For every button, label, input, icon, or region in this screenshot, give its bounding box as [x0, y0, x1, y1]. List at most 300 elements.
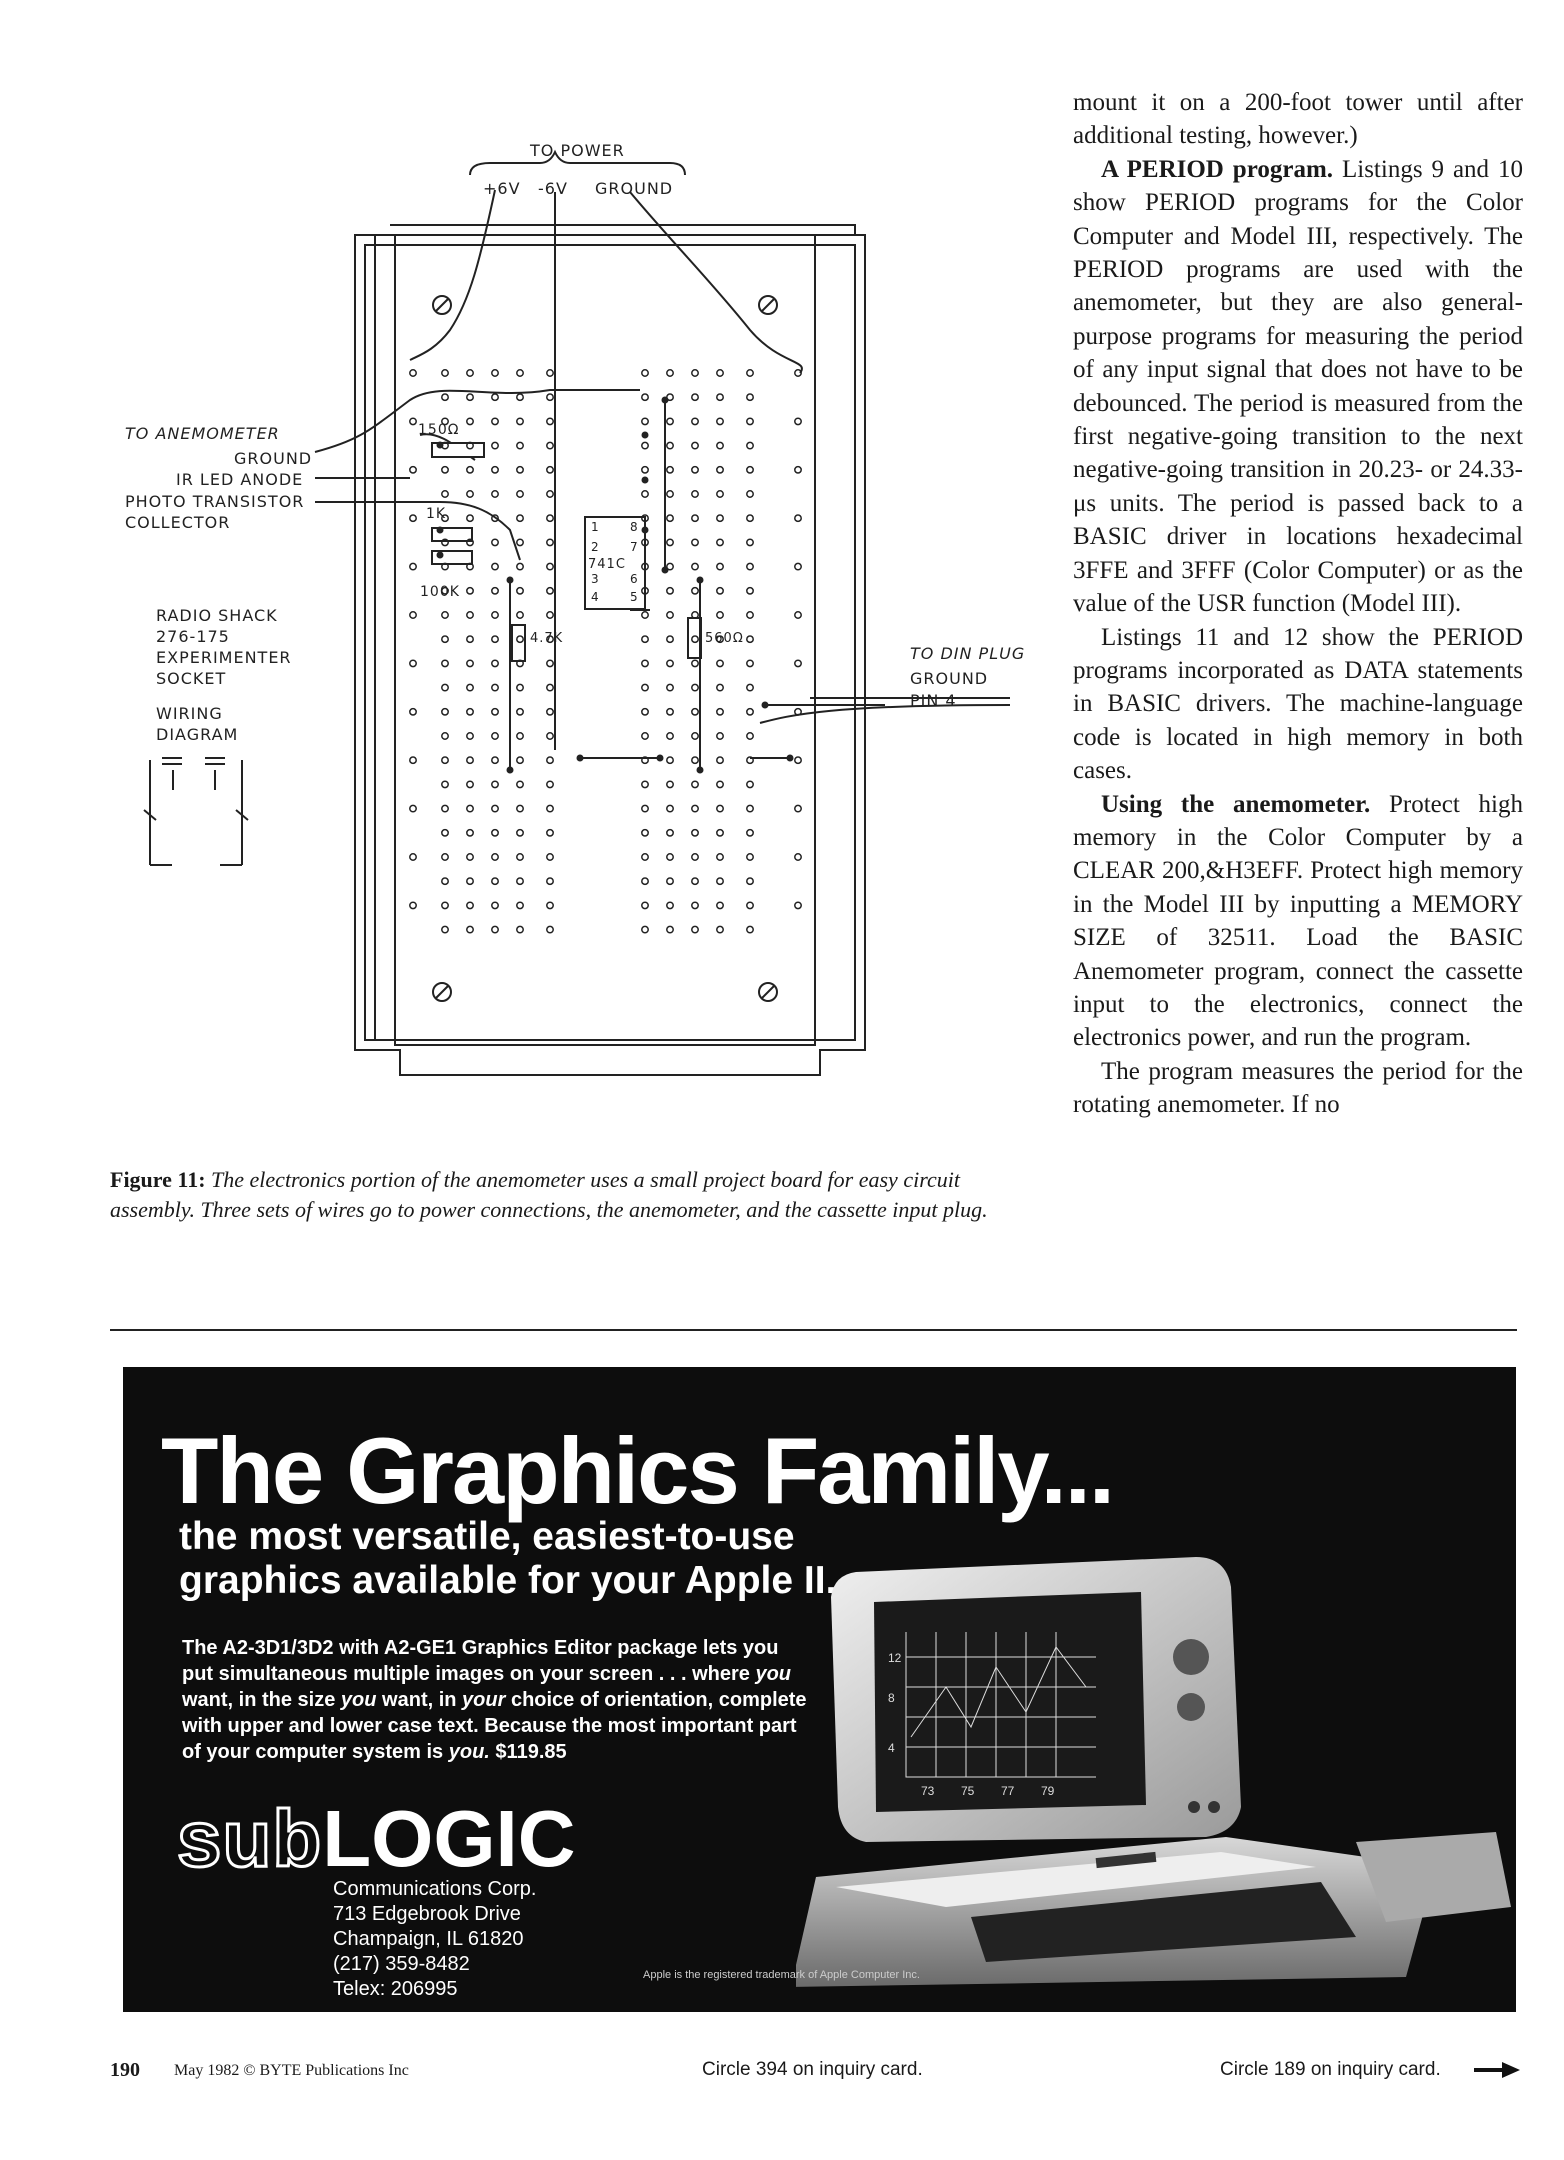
breadboard-hole: [692, 370, 698, 376]
breadboard-hole: [717, 612, 723, 618]
breadboard-hole: [492, 830, 498, 836]
breadboard-hole: [795, 612, 801, 618]
breadboard-hole: [547, 781, 553, 787]
collector-label: COLLECTOR: [125, 513, 231, 532]
breadboard-hole: [747, 442, 753, 448]
breadboard-hole: [467, 684, 473, 690]
breadboard-hole: [692, 394, 698, 400]
paragraph-2: [1073, 153, 1523, 621]
breadboard-hole: [547, 757, 553, 763]
ic-pin-1: 1: [591, 520, 600, 534]
wire-endpoint: [662, 567, 669, 574]
breadboard-hole: [642, 467, 648, 473]
breadboard-hole: [547, 563, 553, 569]
address-telex: Telex: 206995: [333, 1978, 458, 2000]
breadboard-hole: [642, 854, 648, 860]
breadboard-hole: [795, 660, 801, 666]
breadboard-hole: [642, 830, 648, 836]
ad-headline: The Graphics Family...: [161, 1418, 1113, 1523]
breadboard-hole: [642, 902, 648, 908]
breadboard-hole: [547, 660, 553, 666]
breadboard-hole: [667, 467, 673, 473]
breadboard-hole: [442, 733, 448, 739]
breadboard-hole: [467, 612, 473, 618]
breadboard-hole: [795, 757, 801, 763]
ic-pin-3: 3: [591, 572, 600, 586]
resistor-150-label: 150Ω: [418, 422, 460, 438]
breadboard-hole: [467, 660, 473, 666]
breadboard-hole: [692, 926, 698, 932]
breadboard-hole: [467, 467, 473, 473]
breadboard-hole: [547, 442, 553, 448]
breadboard-hole: [547, 418, 553, 424]
breadboard-hole: [517, 709, 523, 715]
breadboard-hole: [717, 830, 723, 836]
breadboard-hole: [642, 612, 648, 618]
breadboard-hole: [492, 418, 498, 424]
arrow-right-icon: [1474, 2061, 1520, 2079]
page-number: 190: [110, 2059, 140, 2081]
breadboard-hole: [717, 442, 723, 448]
breadboard-hole: [747, 491, 753, 497]
ic-741c-label: 741C: [588, 557, 626, 572]
breadboard-hole: [410, 902, 416, 908]
breadboard-hole: [717, 757, 723, 763]
wire-endpoint: [662, 397, 669, 404]
breadboard-hole: [442, 612, 448, 618]
breadboard-hole: [517, 781, 523, 787]
screen-axis-label: 75: [961, 1784, 975, 1798]
address-phone: (217) 359-8482: [333, 1953, 470, 1975]
breadboard-hole: [442, 684, 448, 690]
breadboard-hole: [642, 442, 648, 448]
breadboard-hole: [667, 902, 673, 908]
wire-endpoint: [642, 527, 649, 534]
breadboard-hole: [667, 636, 673, 642]
ic-pin-7: 7: [630, 540, 639, 554]
paragraph-4-text: Protect high memory in the Color Computer by a CLEAR 200,&H3EFF. Protect high memory in the Model III by inputting a MEMORY SIZE of 32511. Load the BASIC Anemometer program, connect the cassette input to the electronics, connect the electronics power, and run the program.: [1073, 790, 1523, 1052]
breadboard-hole: [410, 467, 416, 473]
breadboard-hole: [547, 926, 553, 932]
screen-axis-label: 79: [1041, 1784, 1055, 1798]
breadboard-hole: [492, 491, 498, 497]
breadboard-hole: [717, 370, 723, 376]
ad-body-line-3: [182, 1687, 807, 1713]
breadboard-hole: [667, 709, 673, 715]
breadboard-hole: [410, 660, 416, 666]
pin4-label: PIN 4: [910, 691, 957, 710]
breadboard-hole: [717, 733, 723, 739]
breadboard-hole: [692, 830, 698, 836]
ad-body-5b: you.: [448, 1741, 490, 1763]
caption-text: The electronics portion of the anemometer uses a small project board for easy circuit assembly. Three sets of wires go to power connections, the anemometer, and the cassette input plug.: [110, 1167, 988, 1222]
breadboard-hole: [442, 781, 448, 787]
breadboard-hole: [442, 660, 448, 666]
breadboard-hole: [692, 660, 698, 666]
ad-body-line-2: [182, 1661, 791, 1687]
ad-body-line-1: The A2-3D1/3D2 with A2-GE1 Graphics Editor package lets you: [182, 1637, 779, 1659]
ic-pin-2: 2: [591, 540, 600, 554]
breadboard-hole: [492, 636, 498, 642]
radio-shack-label: RADIO SHACK: [156, 606, 278, 625]
breadboard-hole: [747, 515, 753, 521]
resistor-100k-label: 100K: [420, 584, 460, 600]
breadboard-hole: [642, 733, 648, 739]
breadboard-hole: [517, 878, 523, 884]
breadboard-hole: [747, 854, 753, 860]
breadboard-hole: [547, 684, 553, 690]
ad-body-line-5: [182, 1739, 567, 1765]
breadboard-hole: [667, 588, 673, 594]
wire-endpoint: [642, 477, 649, 484]
breadboard-hole: [717, 418, 723, 424]
breadboard-hole: [467, 757, 473, 763]
address-city: Champaign, IL 61820: [333, 1928, 524, 1950]
breadboard-hole: [747, 418, 753, 424]
breadboard-hole: [492, 733, 498, 739]
breadboard-hole: [442, 757, 448, 763]
diagram-label: DIAGRAM: [156, 725, 239, 744]
breadboard-hole: [795, 418, 801, 424]
ad-body-3a: want, in the size: [182, 1689, 341, 1711]
breadboard-hole: [642, 418, 648, 424]
breadboard-hole: [642, 370, 648, 376]
breadboard-hole: [442, 394, 448, 400]
breadboard-hole: [492, 709, 498, 715]
breadboard-hole: [747, 539, 753, 545]
breadboard-hole: [547, 515, 553, 521]
breadboard-hole: [717, 709, 723, 715]
breadboard-hole: [467, 709, 473, 715]
logo-logic: LOGIC: [322, 1794, 576, 1883]
breadboard-hole: [642, 805, 648, 811]
wire-endpoint: [507, 767, 514, 774]
logo-sub: sub: [177, 1794, 323, 1883]
wire-endpoint: [787, 755, 794, 762]
breadboard-hole: [517, 830, 523, 836]
breadboard-hole: [692, 515, 698, 521]
sublogic-advertisement: [123, 1367, 1516, 2012]
to-power-label: TO POWER: [530, 141, 625, 160]
breadboard-hole: [492, 370, 498, 376]
breadboard-hole: [517, 612, 523, 618]
breadboard-hole: [547, 902, 553, 908]
inquiry-189: Circle 189 on inquiry card.: [1220, 2059, 1441, 2080]
breadboard-hole: [492, 588, 498, 594]
breadboard-hole: [442, 491, 448, 497]
breadboard-hole: [492, 563, 498, 569]
ad-body-5c: $119.85: [489, 1741, 567, 1763]
apple-ii-computer-illustration: [796, 1537, 1516, 1987]
breadboard-hole: [410, 805, 416, 811]
breadboard-hole: [667, 733, 673, 739]
breadboard-hole: [410, 612, 416, 618]
breadboard-hole: [795, 515, 801, 521]
breadboard-hole: [692, 539, 698, 545]
breadboard-hole: [410, 515, 416, 521]
breadboard-hole: [692, 491, 698, 497]
breadboard-hole: [467, 394, 473, 400]
breadboard-hole: [410, 418, 416, 424]
minus-6v-label: -6V: [538, 179, 568, 198]
breadboard-hole: [547, 370, 553, 376]
paragraph-1: mount it on a 200-foot tower until after additional testing, however.): [1073, 89, 1523, 150]
breadboard-hole: [467, 491, 473, 497]
breadboard-hole: [467, 781, 473, 787]
breadboard-hole: [442, 878, 448, 884]
breadboard-hole: [467, 878, 473, 884]
breadboard-hole: [517, 805, 523, 811]
breadboard-hole: [642, 684, 648, 690]
breadboard-hole: [547, 830, 553, 836]
breadboard-hole: [467, 805, 473, 811]
breadboard-hole: [642, 878, 648, 884]
breadboard-hole: [442, 467, 448, 473]
breadboard-hole: [747, 878, 753, 884]
breadboard-hole: [717, 563, 723, 569]
ad-body-line-4: with upper and lower case text. Because the most important part: [182, 1715, 797, 1737]
breadboard-hole: [517, 902, 523, 908]
breadboard-hole: [442, 636, 448, 642]
socket-label: SOCKET: [156, 669, 227, 688]
breadboard-hole: [692, 709, 698, 715]
breadboard-hole: [747, 563, 753, 569]
ad-body-3d: your: [462, 1689, 506, 1711]
ir-led-label: IR LED ANODE: [176, 470, 304, 489]
ic-pin-8: 8: [630, 520, 639, 534]
breadboard-hole: [667, 830, 673, 836]
breadboard-hole: [717, 878, 723, 884]
breadboard-hole: [667, 805, 673, 811]
breadboard-hole: [492, 902, 498, 908]
breadboard-hole: [747, 467, 753, 473]
breadboard-hole: [517, 733, 523, 739]
breadboard-hole: [547, 612, 553, 618]
breadboard-hole: [692, 588, 698, 594]
breadboard-hole: [747, 588, 753, 594]
wire-endpoint: [437, 442, 444, 449]
breadboard-hole: [642, 491, 648, 497]
breadboard-hole: [442, 709, 448, 715]
breadboard-hole: [692, 563, 698, 569]
breadboard-hole: [642, 636, 648, 642]
breadboard-hole: [517, 563, 523, 569]
breadboard-hole: [747, 805, 753, 811]
breadboard-hole: [795, 854, 801, 860]
breadboard-hole: [747, 394, 753, 400]
breadboard-hole: [667, 491, 673, 497]
breadboard-hole: [667, 878, 673, 884]
breadboard-hole: [492, 539, 498, 545]
breadboard-hole: [517, 854, 523, 860]
breadboard-hole: [747, 370, 753, 376]
ic-pin-4: 4: [591, 590, 600, 604]
screen-axis-label: 4: [888, 1741, 895, 1755]
breadboard-hole: [667, 757, 673, 763]
plus-6v-label: +6V: [483, 179, 521, 198]
breadboard-hole: [442, 830, 448, 836]
ground-din-label: GROUND: [910, 669, 989, 688]
breadboard-hole: [667, 515, 673, 521]
breadboard-hole: [467, 588, 473, 594]
breadboard-hole: [717, 539, 723, 545]
breadboard-hole: [492, 442, 498, 448]
breadboard-hole: [642, 781, 648, 787]
breadboard-hole: [492, 467, 498, 473]
breadboard-hole: [467, 854, 473, 860]
paragraph-4: [1073, 788, 1523, 1055]
resistor-1k-label: 1K: [426, 506, 447, 522]
breadboard-hole: [795, 467, 801, 473]
breadboard-hole: [717, 684, 723, 690]
breadboard-hole: [492, 805, 498, 811]
ground-anemometer-label: GROUND: [234, 449, 313, 468]
sublogic-logo: [177, 1794, 576, 1883]
breadboard-hole: [642, 660, 648, 666]
breadboard-hole: [692, 467, 698, 473]
breadboard-hole: [442, 854, 448, 860]
breadboard-hole: [667, 370, 673, 376]
breadboard-hole: [492, 660, 498, 666]
ad-subheadline-2: graphics available for your Apple II.: [179, 1559, 837, 1602]
breadboard-hole: [517, 926, 523, 932]
photo-transistor-label: PHOTO TRANSISTOR: [125, 492, 305, 511]
resistor-560-label: 560Ω: [705, 631, 744, 646]
article-column: [1073, 86, 1523, 1122]
breadboard-hole: [667, 781, 673, 787]
breadboard-hole: [692, 442, 698, 448]
section-heading-using: Using the anemometer.: [1101, 790, 1371, 818]
breadboard-hole: [442, 926, 448, 932]
breadboard-hole: [692, 733, 698, 739]
wire-endpoint: [697, 767, 704, 774]
screen-axis-label: 77: [1001, 1784, 1015, 1798]
breadboard-hole: [547, 539, 553, 545]
breadboard-hole: [517, 394, 523, 400]
breadboard-hole: [442, 805, 448, 811]
breadboard-hole: [517, 491, 523, 497]
ad-body-2b: you: [755, 1663, 792, 1685]
breadboard-hole: [547, 733, 553, 739]
breadboard-hole: [747, 733, 753, 739]
paragraph-5: The program measures the period for the rotating anemometer. If no: [1073, 1057, 1523, 1119]
breadboard-hole: [667, 612, 673, 618]
paragraph-3: Listings 11 and 12 show the PERIOD programs incorporated as DATA statements in BASIC drivers. The machine-language code is located in high memory in both cases.: [1073, 623, 1523, 785]
breadboard-hole: [747, 830, 753, 836]
breadboard-hole: [410, 563, 416, 569]
breadboard-hole: [467, 636, 473, 642]
breadboard-hole: [410, 370, 416, 376]
breadboard-hole: [667, 926, 673, 932]
breadboard-hole: [692, 418, 698, 424]
wire-endpoint: [642, 432, 649, 439]
address-company: Communications Corp.: [333, 1878, 537, 1900]
breadboard-hole: [410, 854, 416, 860]
wire-endpoint: [657, 755, 664, 762]
breadboard-hole: [692, 878, 698, 884]
breadboard-hole: [517, 370, 523, 376]
breadboard-hole: [717, 926, 723, 932]
inquiry-394: Circle 394 on inquiry card.: [702, 2059, 923, 2080]
ground-power-label: GROUND: [595, 179, 674, 198]
breadboard-hole: [747, 709, 753, 715]
breadboard-hole: [667, 660, 673, 666]
to-din-plug-label: TO DIN PLUG: [910, 644, 1026, 663]
breadboard-hole: [667, 442, 673, 448]
breadboard-hole: [747, 612, 753, 618]
wire-endpoint: [762, 702, 769, 709]
ic-pin-6: 6: [630, 572, 639, 586]
breadboard-hole: [717, 660, 723, 666]
experimenter-label: EXPERIMENTER: [156, 648, 292, 667]
breadboard-hole: [492, 878, 498, 884]
screen-axis-label: 12: [888, 1651, 902, 1665]
breadboard-hole: [692, 805, 698, 811]
breadboard-hole: [747, 902, 753, 908]
breadboard-hole: [747, 781, 753, 787]
breadboard-hole: [517, 588, 523, 594]
breadboard-hole: [747, 636, 753, 642]
breadboard-hole: [667, 854, 673, 860]
breadboard-hole: [667, 684, 673, 690]
breadboard-hole: [547, 805, 553, 811]
breadboard-hole: [747, 926, 753, 932]
breadboard-hole: [547, 854, 553, 860]
breadboard-hole: [795, 902, 801, 908]
ad-body-5a: of your computer system is: [182, 1741, 449, 1763]
breadboard-hole: [442, 902, 448, 908]
breadboard-hole: [492, 612, 498, 618]
breadboard-hole: [517, 539, 523, 545]
ad-body-3b: you: [340, 1689, 377, 1711]
breadboard-hole: [717, 515, 723, 521]
breadboard-hole: [667, 539, 673, 545]
breadboard-hole: [517, 418, 523, 424]
breadboard-hole: [747, 660, 753, 666]
ad-body-3e: choice of orientation, complete: [505, 1689, 807, 1711]
breadboard-hole: [410, 709, 416, 715]
breadboard-hole: [642, 926, 648, 932]
issue-line: May 1982 © BYTE Publications Inc: [174, 2062, 409, 2079]
breadboard-hole: [517, 467, 523, 473]
breadboard-hole: [547, 709, 553, 715]
breadboard-hole: [642, 394, 648, 400]
breadboard-hole: [547, 878, 553, 884]
breadboard-hole: [467, 902, 473, 908]
breadboard-hole: [517, 684, 523, 690]
breadboard-hole: [467, 418, 473, 424]
breadboard-hole: [692, 902, 698, 908]
ad-body-2a: put simultaneous multiple images on your screen . . . where: [182, 1663, 756, 1685]
breadboard-hole: [492, 394, 498, 400]
breadboard-hole: [547, 467, 553, 473]
apple-trademark-note: Apple is the registered trademark of Apple Computer Inc.: [643, 1969, 920, 1981]
breadboard-hole: [547, 588, 553, 594]
breadboard-hole: [717, 902, 723, 908]
paragraph-2-text: Listings 9 and 10 show PERIOD programs for the Color Computer and Model III, respectively. The PERIOD programs are used with the anemometer, but they are also general-purpose programs for measuring the period of any input signal that does not have to be debounced. The period is measured from the first negative-going transition to the next negative-going transition in 20.23- or 24.33-μs units. The period is passed back to a BASIC driver in locations hexadecimal 3FFE and 3FFF (Color Computer) or as the value of the USR function (Model III).: [1073, 155, 1523, 618]
wire-endpoint: [437, 527, 444, 534]
figure-label: Figure 11:: [110, 1167, 206, 1192]
breadboard-hole: [492, 684, 498, 690]
section-heading-period: A PERIOD program.: [1101, 155, 1334, 183]
breadboard-hole: [467, 370, 473, 376]
breadboard-hole: [467, 515, 473, 521]
breadboard-hole: [547, 491, 553, 497]
resistor-4-7k-label: 4.7K: [530, 631, 564, 646]
breadboard-hole: [795, 563, 801, 569]
breadboard-hole: [492, 781, 498, 787]
breadboard-hole: [717, 805, 723, 811]
